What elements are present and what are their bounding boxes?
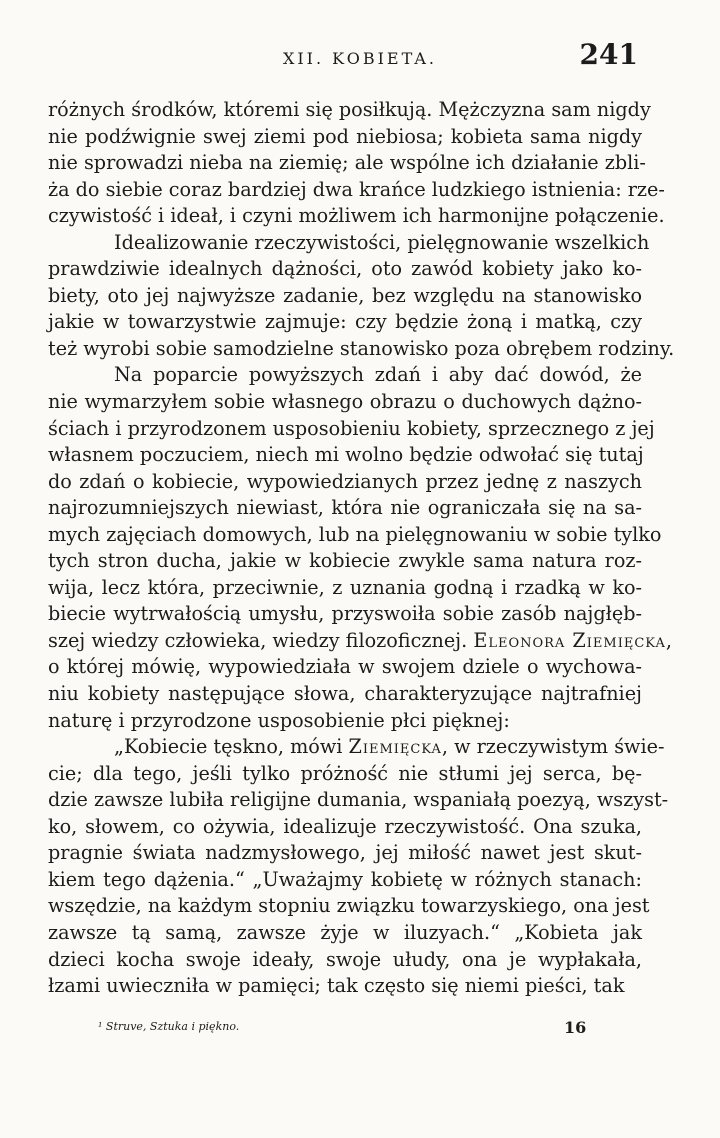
author-name: Ziemięcka: [348, 735, 442, 759]
text-line: nie wymarzyłem sobie własnego obrazu o duchowych dążno-: [48, 390, 642, 414]
text-line: własnem poczuciem, niech mi wolno będzie odwołać się tutaj: [48, 443, 644, 467]
text-line: cie; dla tego, jeśli tylko próżność nie stłumi jej serca, bę-: [48, 761, 642, 785]
text-line: o której mówię, wypowiedziała w swojem dziele o wychowa-: [48, 655, 642, 679]
paragraph: [48, 97, 665, 230]
text-line: Idealizowanie rzeczywistości, pielęgnowanie wszelkich: [114, 230, 650, 254]
text-line: tych stron ducha, jakie w kobiecie zwykle sama natura roz-: [48, 549, 642, 573]
text-line: najrozumniejszych niewiast, która nie ograniczała się na sa-: [48, 496, 642, 520]
author-name: Eleonora Ziemięcka: [473, 628, 666, 652]
signature-mark: 16: [564, 1018, 587, 1037]
paragraph: [48, 230, 675, 363]
text-line: dzieci kocha swoje ideały, swoje ułudy, ona je wypłakała,: [48, 947, 642, 971]
body-text: [48, 97, 675, 1000]
text-line: czywistość i ideał, i czyni możliwem ich harmonijne połączenie.: [48, 204, 665, 228]
page-footer: [0, 1018, 720, 1042]
text-line: różnych środków, któremi się posiłkują. Mężczyzna sam nigdy: [48, 98, 651, 121]
text-line: dzie zawsze lubiła religijne dumania, wspaniałą poezyą, wszyst-: [48, 788, 669, 812]
text-line: nie podźwignie swej ziemi pod niebiosa; kobieta sama nigdy: [48, 124, 642, 148]
text-line: ża do siebie coraz bardziej dwa krańce ludzkiego istnienia: rze-: [48, 177, 665, 201]
text-line: biecie wytrwałością umysłu, przyswoiła sobie zasób najgłęb-: [48, 602, 642, 626]
text-line: kiem tego dążenia.“ „Uważajmy kobietę w różnych stanach:: [48, 867, 642, 891]
running-head: XII. KOBIETA.: [282, 49, 438, 68]
text-line: szej wiedzy człowieka, wiedzy filozoficznej. Eleonora Ziemięcka,: [48, 628, 672, 652]
text-line: niu kobiety następujące słowa, charakteryzujące najtrafniej: [48, 682, 642, 706]
text-line: ko, słowem, co ożywia, idealizuje rzeczywistość. Ona szuka,: [48, 814, 642, 838]
text-line: naturę i przyrodzone usposobienie płci pięknej:: [48, 708, 510, 732]
text-line: biety, oto jej najwyższe zadanie, bez względu na stanowisko: [48, 283, 642, 307]
text-line: prawdziwie idealnych dążności, oto zawód kobiety jako ko-: [48, 257, 642, 281]
paragraph: [48, 734, 669, 999]
text-line: łzami uwieczniła w pamięci; tak często się niemi pieści, tak: [48, 974, 625, 998]
text-line: wszędzie, na każdym stopniu związku towarzyskiego, ona jest: [48, 894, 650, 918]
text-line: do zdań o kobiecie, wypowiedzianych przez jednę z naszych: [48, 469, 642, 493]
text-line: wija, lecz która, przeciwnie, z uznania godną i rzadką w ko-: [48, 575, 642, 599]
page-number: 241: [579, 38, 638, 71]
text-line: mych zajęciach domowych, lub na pielęgnowaniu w sobie tylko: [48, 522, 662, 546]
text-line: zawsze tą samą, zawsze żyje w iluzyach.“ „Kobieta jak: [48, 920, 642, 944]
text-line: Na poparcie powyższych zdań i aby dać dowód, że: [114, 363, 642, 387]
text-line: nie sprowadzi nieba na ziemię; ale wspólne ich działanie zbli-: [48, 151, 646, 175]
text-line: „Kobiecie tęskno, mówi Ziemięcka, w rzeczywistym świe-: [114, 735, 665, 759]
text-line: ściach i przyrodzonem usposobieniu kobiety, sprzecznego z jej: [48, 416, 655, 440]
paragraph: [48, 362, 672, 734]
footnote: ¹ Struve, Sztuka i piękno.: [98, 1020, 240, 1033]
text-line: jakie w towarzystwie zajmuje: czy będzie żoną i matką, czy: [48, 310, 642, 334]
page-header: [0, 38, 720, 78]
text-line: pragnie świata nadzmysłowego, jej miłość nawet jest skut-: [48, 841, 642, 865]
text-line: też wyrobi sobie samodzielne stanowisko poza obrębem rodziny.: [48, 336, 675, 360]
